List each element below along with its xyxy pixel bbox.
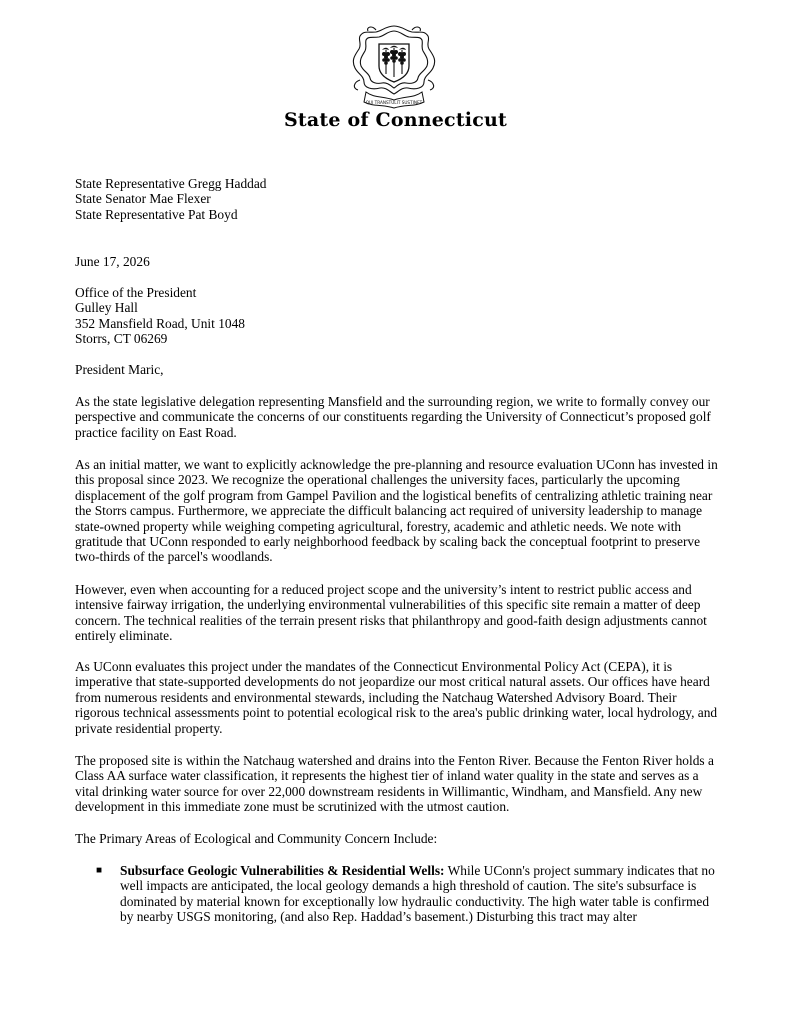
address-line: 352 Mansfield Road, Unit 1048 — [75, 315, 245, 331]
concern-body: While UConn's project summary indicates that no well impacts are anticipated, the local geology demands a high threshold of caution. The site's subsurface is dominated by material known for exceptionally low hydraulic conductivity. The high water table is confirmed by nearby USGS monitoring, (and also Rep. Haddad’s basement.) Disturbing this tract may alter — [120, 863, 715, 925]
concerns-list — [96, 863, 721, 925]
list-item — [96, 863, 721, 925]
letter-date: June 17, 2026 — [75, 254, 150, 269]
letterhead-state-name: State of Connecticut — [284, 109, 507, 131]
salutation: President Maric, — [75, 362, 164, 377]
concern-heading: Subsurface Geologic Vulnerabilities & Residential Wells: — [120, 863, 445, 878]
address-line: Office of the President — [75, 285, 197, 300]
seal-motto: QUI TRANSTULIT SUSTINET — [365, 100, 423, 105]
address-line: Storrs, CT 06269 — [75, 331, 168, 347]
addressee-line: State Senator Mae Flexer — [75, 191, 211, 207]
addressee-block — [75, 176, 721, 222]
addressee-line: State Representative Pat Boyd — [75, 206, 238, 222]
bullet-icon: ■ — [96, 865, 103, 876]
address-line: Gulley Hall — [75, 300, 138, 316]
body-paragraph: However, even when accounting for a reduced project scope and the university’s intent to restrict public access and intensive fairway irrigation, the underlying environmental vulnerabilities of this specific site remain a matter of deep concern. The technical realities of the terrain present risks that philanthropy and good-faith design adjustments cannot entirely eliminate. — [75, 582, 707, 644]
body-paragraph: As UConn evaluates this project under the mandates of the Connecticut Environmental Policy Act (CEPA), it is imperative that state-supported developments do not jeopardize our most critical natural assets. Our offices have heard from numerous residents and environmental stewards, including the Natchaug Watershed Advisory Board. Their rigorous technical assessments point to potential ecological risk to the area's public drinking water, local hydrology, and private residential property. — [75, 659, 718, 736]
addressee-line: State Representative Gregg Haddad — [75, 176, 267, 191]
body-paragraph: The proposed site is within the Natchaug watershed and drains into the Fenton River. Because the Fenton River holds a Class AA surface water classification, it represents the highest tier of inland water quality in the state and serves as a vital drinking water source for over 22,000 downstream residents in Willimantic, Windham, and Mansfield. Any new development in this immediate zone must be scrutinized with the utmost caution. — [75, 753, 714, 815]
body-paragraph: As an initial matter, we want to explicitly acknowledge the pre-planning and resource evaluation UConn has invested in this proposal since 2023. We recognize the operational challenges the university faces, particularly the upcoming displacement of the golf program from Gampel Pavilion and the logistical benefits of centralizing athletic training near the Storrs campus. Furthermore, we appreciate the difficult balancing act required of university leadership to manage state-owned property while weighing competing agricultural, forestry, academic and athletic needs. We note with gratitude that UConn responded to early neighborhood feedback by scaling back the conceptual footprint to preserve two-thirds of the parcel's woodlands. — [75, 457, 718, 565]
recipient-address — [75, 285, 721, 347]
state-seal-logo — [346, 22, 442, 110]
list-intro: The Primary Areas of Ecological and Community Concern Include: — [75, 831, 438, 846]
body-paragraph: As the state legislative delegation representing Mansfield and the surrounding region, we write to formally convey our perspective and communicate the concerns of our constituents regarding the University of Connecticut’s proposed golf practice facility on East Road. — [75, 394, 711, 440]
